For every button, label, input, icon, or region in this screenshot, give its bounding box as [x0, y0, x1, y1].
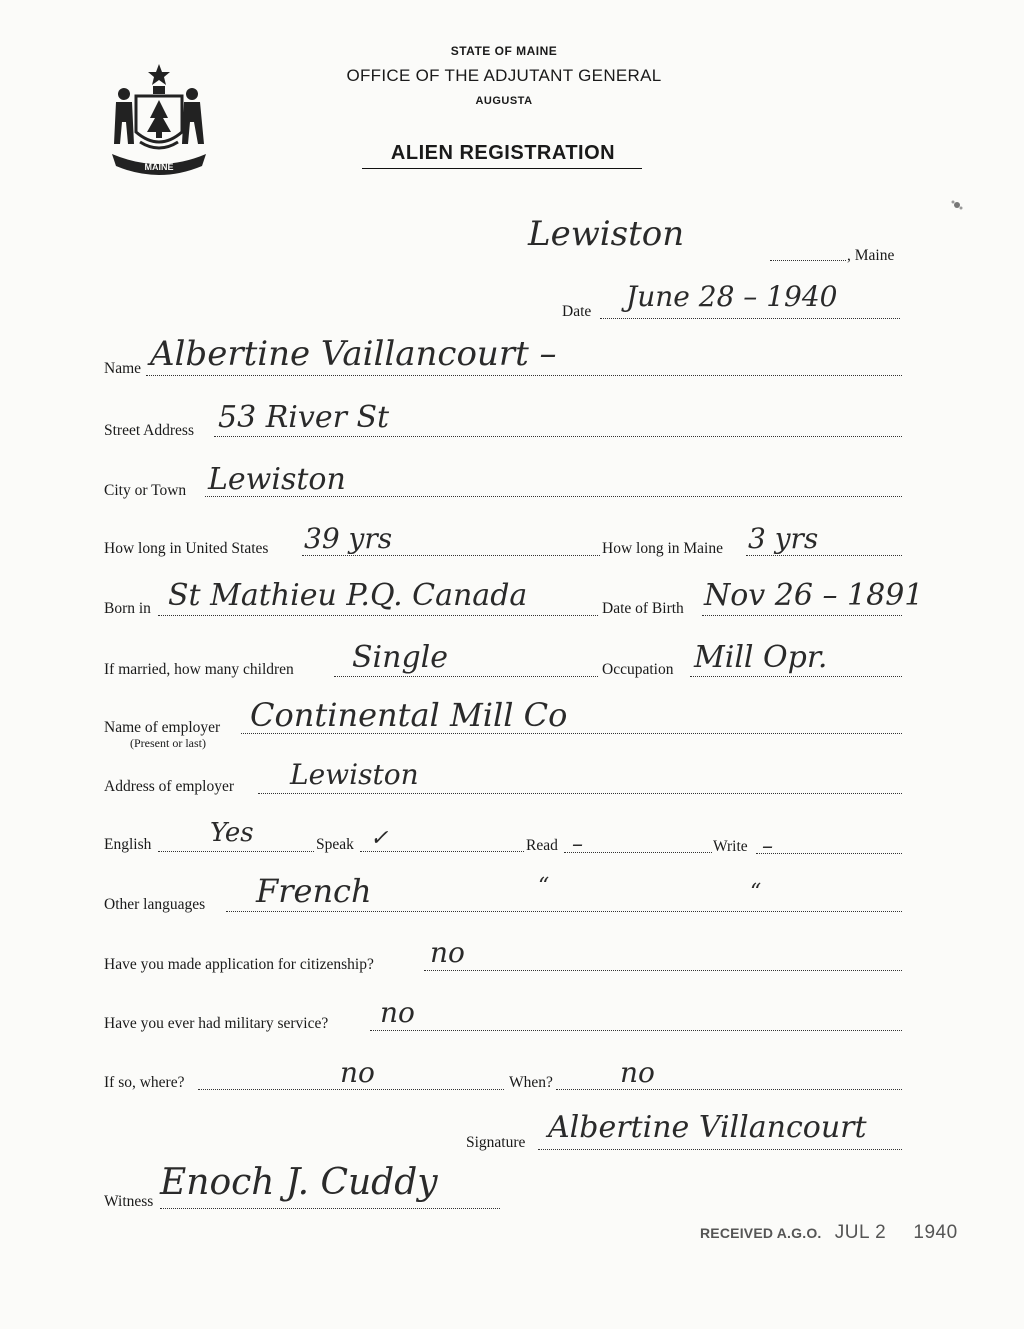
date-of-birth-value: Nov 26 – 1891 [704, 578, 924, 613]
employer-address-label: Address of employer [104, 778, 234, 795]
received-stamp-date: JUL 2 [834, 1222, 887, 1243]
read-value: – [572, 832, 583, 857]
city-value: Lewiston [208, 462, 346, 497]
received-stamp [700, 1222, 958, 1244]
location-dots [770, 260, 846, 261]
occupation-value: Mill Opr. [694, 640, 828, 675]
military-label: Have you ever had military service? [104, 1015, 329, 1032]
location-label: , Maine [847, 247, 895, 264]
write-dots [756, 853, 902, 854]
witness-label: Witness [104, 1193, 154, 1210]
date-label: Date [562, 303, 592, 320]
state-heading: STATE OF MAINE [450, 44, 558, 58]
children-label: If married, how many children [104, 661, 294, 678]
english-value: Yes [210, 818, 254, 848]
witness-value: Enoch J. Cuddy [160, 1162, 438, 1203]
employer-label: Name of employer [104, 719, 221, 736]
office-heading: OFFICE OF THE ADJUTANT GENERAL [346, 66, 662, 85]
witness-dots [160, 1208, 500, 1209]
signature-value: Albertine Villancourt [548, 1110, 867, 1145]
location-value: Lewiston [528, 214, 685, 254]
occupation-label: Occupation [602, 661, 674, 678]
employer-address-value: Lewiston [290, 758, 419, 791]
write-value: – [762, 834, 773, 859]
street-dots [214, 436, 902, 437]
how-long-us-label: How long in United States [104, 540, 269, 557]
scan-speck [950, 198, 964, 212]
where-label: If so, where? [104, 1074, 185, 1091]
citizenship-label: Have you made application for citizenship? [104, 956, 374, 973]
speak-label: Speak [316, 836, 354, 853]
where-dots [198, 1089, 504, 1090]
read-label: Read [526, 837, 558, 854]
employer-address-dots [258, 793, 902, 794]
city-label: City or Town [104, 482, 187, 499]
received-stamp-label: RECEIVED A.G.O. [700, 1225, 822, 1241]
title-underline [362, 168, 642, 169]
where-value: no [340, 1056, 375, 1089]
seal-ribbon-text: MAINE [144, 162, 174, 172]
how-long-us-value: 39 yrs [304, 522, 393, 555]
born-in-value: St Mathieu P.Q. Canada [168, 578, 528, 613]
born-in-label: Born in [104, 600, 151, 617]
ditto-mark-write: “ [750, 880, 762, 905]
english-label: English [104, 836, 152, 853]
other-languages-dots [226, 911, 902, 912]
when-dots [556, 1089, 902, 1090]
employer-value: Continental Mill Co [250, 696, 568, 734]
citizenship-dots [424, 970, 902, 971]
read-dots [564, 852, 712, 853]
how-long-us-dots [302, 555, 600, 556]
how-long-maine-dots [746, 555, 902, 556]
speak-dots [360, 851, 524, 852]
born-in-dots [158, 615, 598, 616]
occupation-dots [690, 676, 902, 677]
name-value: Albertine Vaillancourt – [150, 334, 557, 374]
city-heading: AUGUSTA [475, 95, 533, 107]
citizenship-value: no [430, 936, 465, 969]
street-value: 53 River St [218, 400, 390, 435]
received-stamp-year: 1940 [913, 1222, 958, 1243]
write-label: Write [713, 838, 748, 855]
speak-value: ✓ [370, 826, 389, 851]
signature-label: Signature [466, 1134, 526, 1151]
military-value: no [380, 996, 415, 1029]
name-label: Name [104, 360, 142, 377]
when-label: When? [509, 1074, 553, 1091]
how-long-maine-value: 3 yrs [748, 522, 819, 555]
signature-dots [538, 1149, 902, 1150]
other-languages-label: Other languages [104, 896, 206, 913]
children-dots [334, 676, 598, 677]
date-of-birth-label: Date of Birth [602, 600, 684, 617]
military-dots [370, 1030, 902, 1031]
date-of-birth-dots [702, 615, 902, 616]
ditto-mark-read: “ [538, 874, 550, 899]
english-dots [158, 851, 314, 852]
date-value: June 28 – 1940 [626, 280, 838, 313]
employer-sublabel: (Present or last) [130, 736, 206, 750]
other-languages-value: French [256, 872, 372, 910]
date-dots [600, 318, 900, 319]
street-label: Street Address [104, 422, 194, 439]
when-value: no [620, 1056, 655, 1089]
name-dots [146, 375, 902, 376]
form-title: ALIEN REGISTRATION [390, 142, 616, 164]
children-value: Single [352, 640, 449, 675]
how-long-maine-label: How long in Maine [602, 540, 723, 557]
